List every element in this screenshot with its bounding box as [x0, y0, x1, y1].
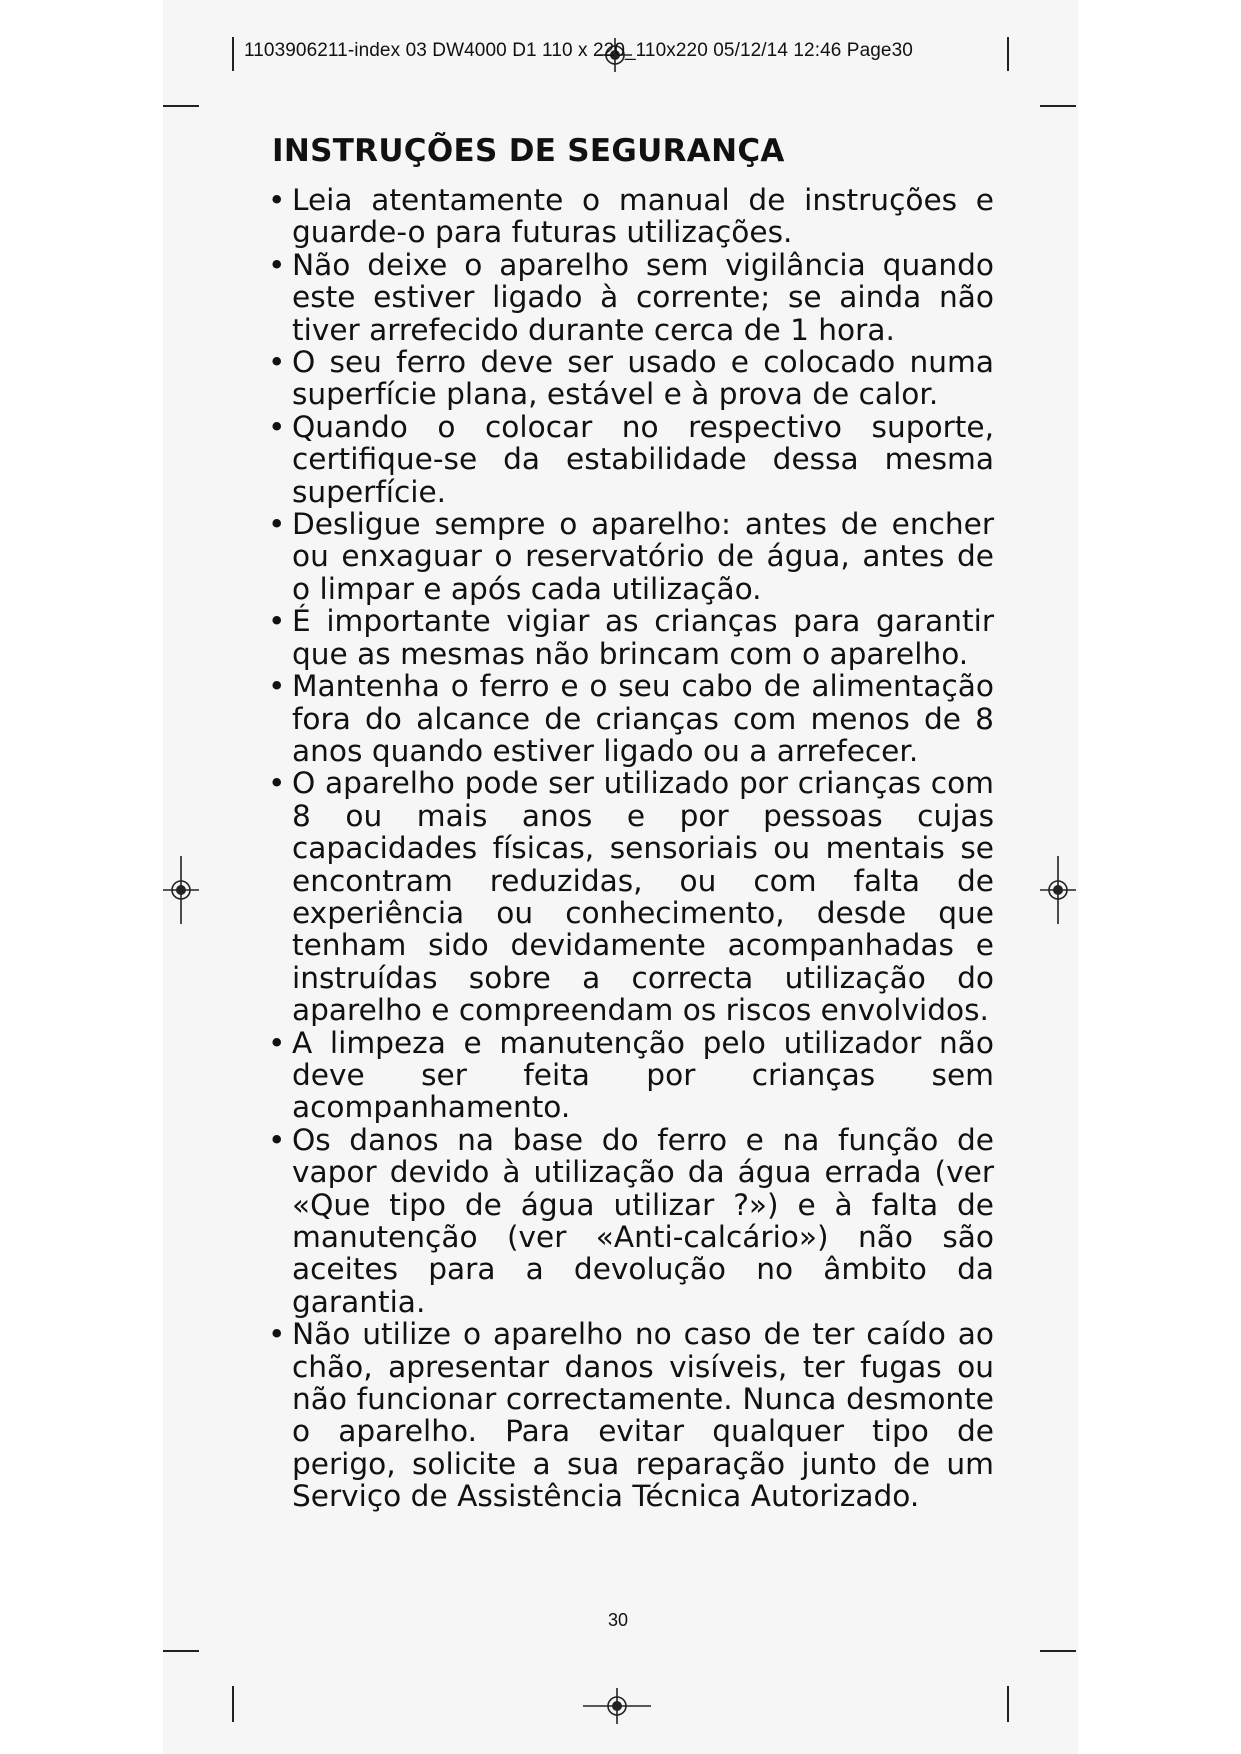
print-slug-line: 1103906211-index 03 DW4000 D1 110 x 220_110x220 05/12/14 12:46 Page30 — [244, 40, 913, 61]
list-item: • Leia atentamente o manual de instruções e guarde-o para futuras utilizações. — [268, 184, 994, 249]
crop-mark-bottom-right-horizontal — [1040, 1650, 1076, 1652]
list-item: • É importante vigiar as crianças para garantir que as mesmas não brincam com o aparelho. — [268, 605, 994, 670]
list-item: • Não deixe o aparelho sem vigilância quando este estiver ligado à corrente; se ainda não tiver arrefecido durante cerca de 1 hora. — [268, 249, 994, 346]
registration-mark-left-icon — [163, 856, 199, 924]
registration-mark-bottom-icon — [583, 1688, 651, 1724]
safety-instructions-list — [268, 184, 994, 1513]
registration-mark-right-icon — [1040, 856, 1076, 924]
list-item: • Mantenha o ferro e o seu cabo de alimentação fora do alcance de crianças com menos de 8 anos quando estiver ligado ou a arrefecer. — [268, 670, 994, 767]
list-item: • Os danos na base do ferro e na função de vapor devido à utilização da água errada (ver «Que tipo de água utilizar ?») e à falta de manutenção (ver «Anti-calcário») não são aceites para a devolução no âmbito da garantia. — [268, 1124, 994, 1318]
crop-mark-bottom-left-vertical — [232, 1686, 234, 1722]
list-item: • Não utilize o aparelho no caso de ter caído ao chão, apresentar danos visíveis, ter fugas ou não funcionar correctamente. Nunca desmonte o aparelho. Para evitar qualquer tipo de perigo, solicite a sua reparação junto de um Serviço de Assistência Técnica Autorizado. — [268, 1318, 994, 1512]
list-item: • O seu ferro deve ser usado e colocado numa superfície plana, estável e à prova de calor. — [268, 346, 994, 411]
page-title: INSTRUÇÕES DE SEGURANÇA — [272, 133, 785, 169]
crop-mark-bottom-right-vertical — [1007, 1686, 1009, 1722]
crop-mark-top-right-horizontal — [1040, 105, 1076, 107]
list-item: • A limpeza e manutenção pelo utilizador não deve ser feita por crianças sem acompanhamento. — [268, 1027, 994, 1124]
crop-mark-top-left-horizontal — [163, 105, 199, 107]
crop-mark-bottom-left-horizontal — [163, 1650, 199, 1652]
page-number: 30 — [608, 1610, 629, 1630]
list-item: • Quando o colocar no respectivo suporte, certifique-se da estabilidade dessa mesma superfície. — [268, 411, 994, 508]
list-item: • Desligue sempre o aparelho: antes de encher ou enxaguar o reservatório de água, antes de o limpar e após cada utilização. — [268, 508, 994, 605]
crop-mark-top-right-vertical — [1007, 37, 1009, 71]
list-item: • O aparelho pode ser utilizado por crianças com 8 ou mais anos e por pessoas cujas capacidades físicas, sensoriais ou mentais se encontram reduzidas, ou com falta de experiência ou conhecimento, desde que tenham sido devidamente acompanhadas e instruídas sobre a correcta utilização do aparelho e compreendam os riscos envolvidos. — [268, 767, 994, 1026]
crop-mark-top-left-vertical — [232, 37, 234, 71]
